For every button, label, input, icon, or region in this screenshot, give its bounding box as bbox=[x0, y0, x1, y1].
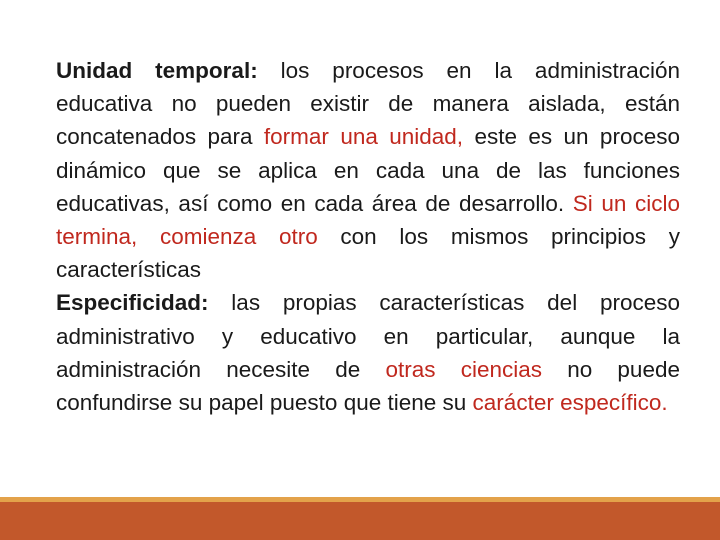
term-unidad-temporal: Unidad temporal: bbox=[56, 58, 258, 83]
highlight-ciclo-termina: Si un ciclo termina, comienza otro bbox=[56, 190, 680, 250]
highlight-otras-ciencias: otras ciencias bbox=[385, 356, 542, 382]
paragraph-especificidad bbox=[56, 286, 680, 419]
text-body bbox=[56, 54, 680, 419]
highlight-formar-unidad: formar una unidad, bbox=[263, 124, 464, 150]
footer-bar bbox=[0, 502, 720, 540]
term-especificidad: Especificidad: bbox=[56, 290, 209, 316]
text-segment: los procesos en la administración educativa no pueden existir de manera aislada, están concatenados para bbox=[56, 58, 680, 150]
text-segment: las propias características del proceso administrativo y educativo en particular, aunque la administración necesite de bbox=[56, 290, 680, 382]
text-segment: con los mismos principios y características bbox=[56, 224, 680, 283]
highlight-caracter-especifico: carácter específico. bbox=[472, 390, 668, 416]
paragraph-unidad-temporal bbox=[56, 54, 680, 286]
text-segment: no puede confundirse su papel puesto que tiene su bbox=[56, 356, 680, 416]
text-segment: este es un proceso dinámico que se aplica en cada una de las funciones educativas, así como en cada área de desarrollo. bbox=[56, 124, 680, 216]
